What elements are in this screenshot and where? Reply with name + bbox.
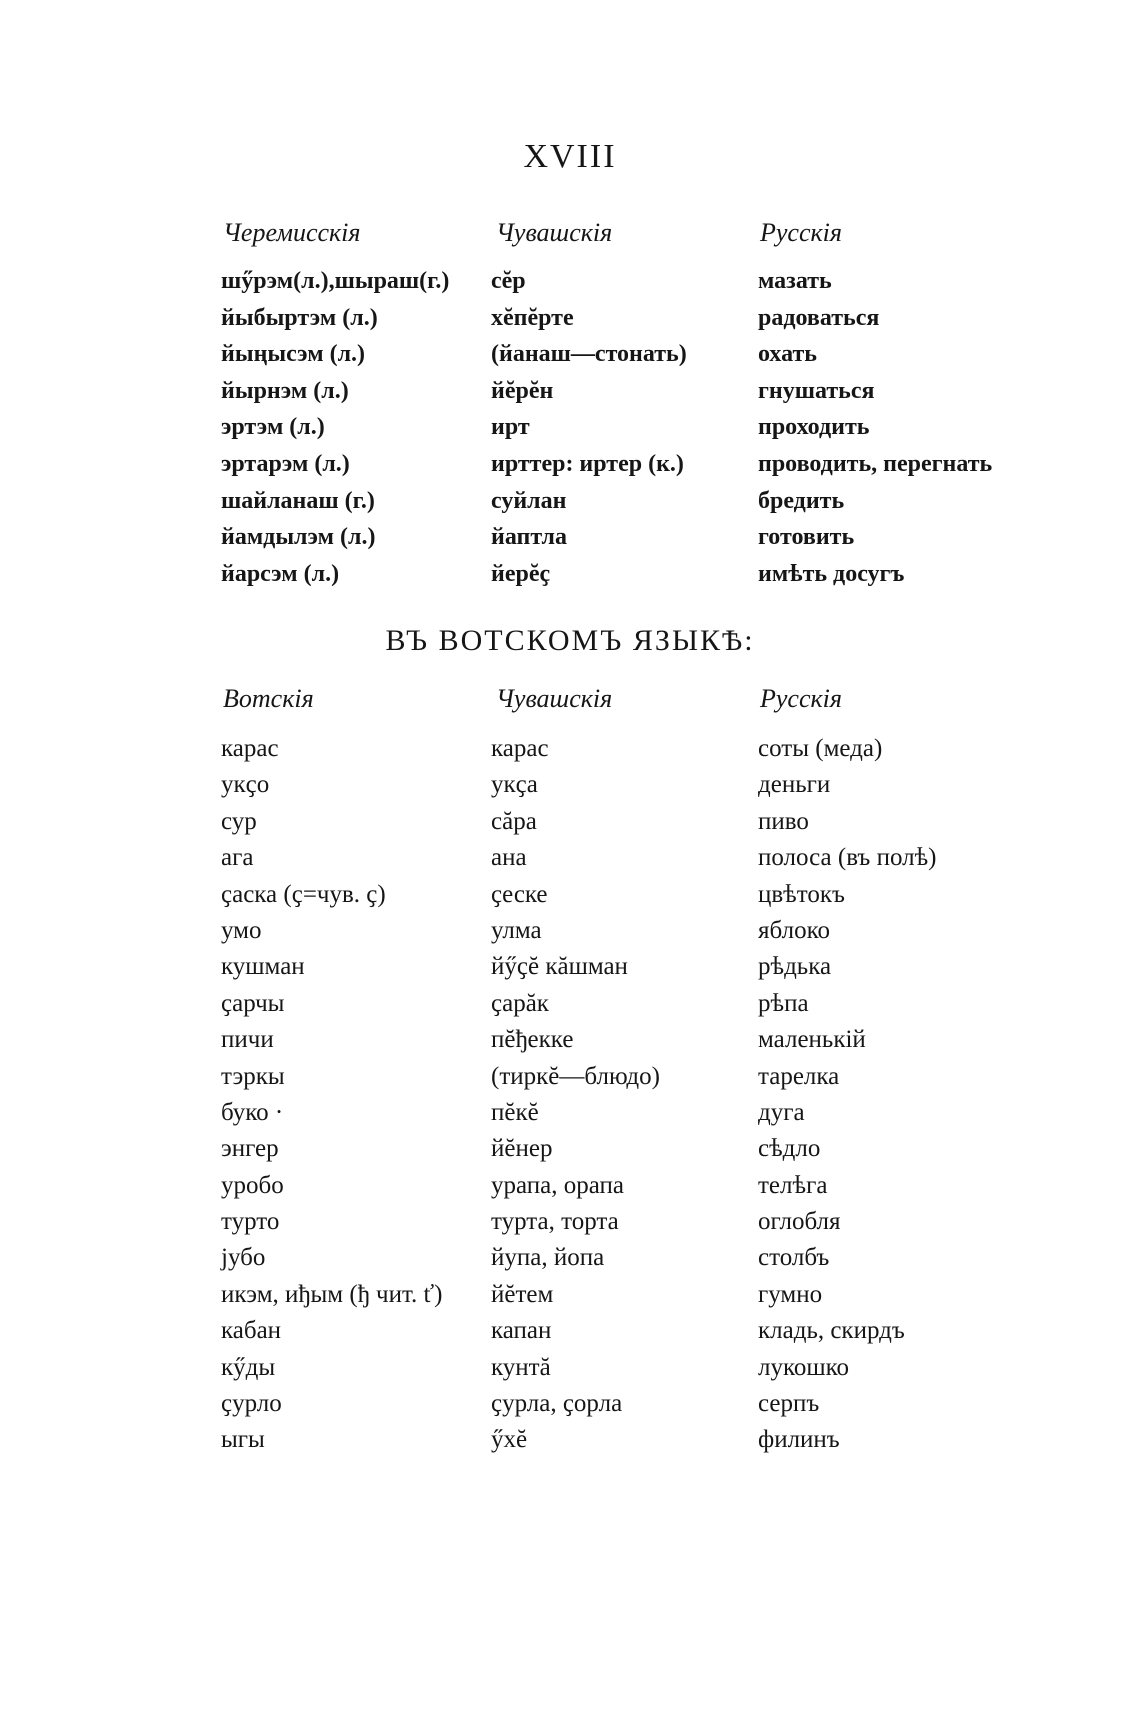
cell-russian: сѣдло	[758, 1135, 821, 1163]
table-row	[0, 767, 1140, 803]
cell-chuvash: йупа, йопа	[491, 1244, 605, 1272]
table-row	[0, 1131, 1140, 1167]
cell-chuvash: пĕђекке	[491, 1026, 574, 1054]
cell-votyak: ага	[221, 844, 254, 872]
table-row	[0, 1240, 1140, 1276]
cell-votyak: энгер	[221, 1135, 279, 1163]
table-row	[0, 1386, 1140, 1422]
cell-russian: рѣдька	[758, 953, 832, 981]
table-row	[0, 731, 1140, 767]
cell-russian: рѣпа	[758, 989, 809, 1017]
cell-votyak: умо	[221, 916, 262, 944]
table-row	[0, 446, 1140, 483]
cell-chuvash: урапа, орапа	[491, 1171, 624, 1199]
table-row	[0, 1168, 1140, 1204]
section1-header-row	[0, 218, 1140, 258]
cell-chuvash: турта, торта	[491, 1208, 619, 1236]
cell-chuvash: ирттер: иртер (к.)	[491, 450, 684, 477]
cell-russian: телѣга	[758, 1171, 828, 1199]
cell-cheremis: эртэм (л.)	[221, 414, 325, 441]
cell-votyak: кабан	[221, 1317, 282, 1345]
cell-chuvash: капан	[491, 1317, 552, 1345]
cell-chuvash: суйлан	[491, 487, 567, 514]
cell-chuvash: кунтă	[491, 1353, 551, 1381]
cell-votyak: ҫаска (ҫ=чув. ҫ)	[221, 880, 386, 908]
cell-chuvash: ҫурла, ҫорла	[491, 1390, 623, 1418]
cell-votyak: турто	[221, 1208, 280, 1236]
table-row	[0, 913, 1140, 949]
cell-chuvash: ана	[491, 844, 527, 872]
cell-russian: тарелка	[758, 1062, 840, 1090]
cell-russian: гумно	[758, 1280, 823, 1308]
table-row	[0, 373, 1140, 410]
cell-votyak: сур	[221, 807, 257, 835]
table-row	[0, 519, 1140, 556]
cell-chuvash: пĕкĕ	[491, 1098, 539, 1126]
cell-cheremis: йыңысэм (л.)	[221, 341, 366, 368]
cell-votyak: јубо	[221, 1244, 266, 1272]
cell-cheremis: йарсэм (л.)	[221, 560, 340, 587]
cell-chuvash: хĕпĕрте	[491, 304, 574, 331]
column-header-votyak: Вотскія	[223, 684, 314, 713]
cell-cheremis: эртарэм (л.)	[221, 450, 350, 477]
table-row	[0, 1095, 1140, 1131]
cell-russian: пиво	[758, 807, 809, 835]
column-header-russian: Русскія	[760, 218, 842, 247]
table-row	[0, 300, 1140, 337]
table-row	[0, 336, 1140, 373]
table-row	[0, 877, 1140, 913]
cell-chuvash: йӳҫĕ кăшман	[491, 953, 628, 981]
section2-table	[0, 731, 1140, 1459]
cell-russian: гнушаться	[758, 377, 875, 404]
table-row	[0, 949, 1140, 985]
cell-russian: маленькій	[758, 1026, 866, 1054]
cell-chuvash: йĕрĕн	[491, 377, 554, 404]
column-header-chuvash: Чувашскія	[496, 218, 613, 247]
section1-table	[0, 263, 1140, 592]
cell-chuvash: сĕр	[491, 268, 526, 294]
table-row	[0, 1059, 1140, 1095]
cell-russian: яблоко	[758, 916, 830, 944]
table-row	[0, 986, 1140, 1022]
cell-votyak: кушман	[221, 953, 305, 981]
cell-votyak: ыгы	[221, 1426, 265, 1454]
table-row	[0, 804, 1140, 840]
cell-chuvash: йĕнер	[491, 1135, 553, 1163]
cell-russian: деньги	[758, 771, 831, 799]
cell-votyak: буко ·	[221, 1098, 284, 1126]
cell-cheremis: йырнэм (л.)	[221, 377, 349, 404]
table-row	[0, 483, 1140, 520]
table-row	[0, 1204, 1140, 1240]
cell-russian: готовить	[758, 524, 855, 551]
cell-votyak: тэркы	[221, 1062, 285, 1090]
cell-russian: соты (меда)	[758, 735, 883, 762]
cell-votyak: ҫарчы	[221, 989, 285, 1017]
table-row	[0, 1277, 1140, 1313]
cell-chuvash: карас	[491, 735, 549, 762]
cell-chuvash: йаптла	[491, 524, 567, 551]
cell-russian: дуга	[758, 1098, 805, 1126]
table-row	[0, 1350, 1140, 1386]
cell-russian: цвѣтокъ	[758, 880, 845, 908]
cell-chuvash: (тиркĕ—блюдо)	[491, 1062, 660, 1090]
column-header-chuvash: Чувашскія	[496, 684, 613, 713]
cell-votyak: ҫурло	[221, 1390, 282, 1418]
cell-russian: радоваться	[758, 304, 880, 331]
cell-russian: проводить, перегнать	[758, 450, 993, 477]
page-number: XVIII	[523, 138, 617, 175]
cell-chuvash: йĕтем	[491, 1280, 554, 1308]
section-title: ВЪ ВОТСКОМЪ ЯЗЫКѢ:	[385, 624, 755, 657]
cell-chuvash: укҫа	[491, 771, 538, 799]
cell-russian: полоса (въ полѣ)	[758, 844, 937, 872]
cell-votyak: пичи	[221, 1026, 274, 1054]
cell-cheremis: йамдылэм (л.)	[221, 524, 376, 551]
cell-russian: серпъ	[758, 1390, 820, 1418]
cell-russian: мазать	[758, 268, 832, 294]
cell-votyak: кӳды	[221, 1353, 276, 1381]
cell-russian: столбъ	[758, 1244, 830, 1272]
cell-chuvash: сăра	[491, 807, 537, 835]
cell-chuvash: ирт	[491, 414, 530, 441]
table-row	[0, 556, 1140, 593]
column-header-russian: Русскія	[760, 684, 842, 713]
cell-cheremis: йыбыртэм (л.)	[221, 304, 378, 331]
cell-cheremis: шӳрэм(л.),шыраш(г.)	[221, 268, 450, 294]
cell-votyak: икэм, иђым (ђ чит. ť)	[221, 1280, 443, 1308]
cell-chuvash: йерĕҫ	[491, 560, 551, 587]
cell-russian: оглобля	[758, 1208, 841, 1236]
column-header-cheremis: Черемисскія	[223, 218, 361, 247]
cell-votyak: карас	[221, 735, 279, 762]
cell-russian: проходить	[758, 414, 870, 441]
cell-cheremis: шайланаш (г.)	[221, 487, 375, 514]
cell-russian: кладь, скирдъ	[758, 1317, 905, 1345]
table-row	[0, 840, 1140, 876]
cell-russian: лукошко	[758, 1353, 849, 1381]
table-row	[0, 1022, 1140, 1058]
cell-chuvash: ҫеске	[491, 880, 548, 908]
cell-votyak: уробо	[221, 1171, 284, 1199]
table-row	[0, 1422, 1140, 1458]
cell-russian: охать	[758, 341, 817, 368]
cell-chuvash: (йанаш—стонать)	[491, 341, 687, 368]
section2-header-row	[0, 684, 1140, 724]
cell-chuvash: улма	[491, 916, 542, 944]
cell-chuvash: ӳхĕ	[491, 1426, 528, 1454]
cell-russian: бредить	[758, 487, 845, 514]
table-row	[0, 409, 1140, 446]
cell-chuvash: ҫарăк	[491, 989, 549, 1017]
cell-russian: имѣть досугъ	[758, 560, 905, 587]
table-row	[0, 263, 1140, 300]
table-row	[0, 1313, 1140, 1349]
cell-votyak: укҫо	[221, 771, 270, 799]
cell-russian: филинъ	[758, 1426, 840, 1454]
